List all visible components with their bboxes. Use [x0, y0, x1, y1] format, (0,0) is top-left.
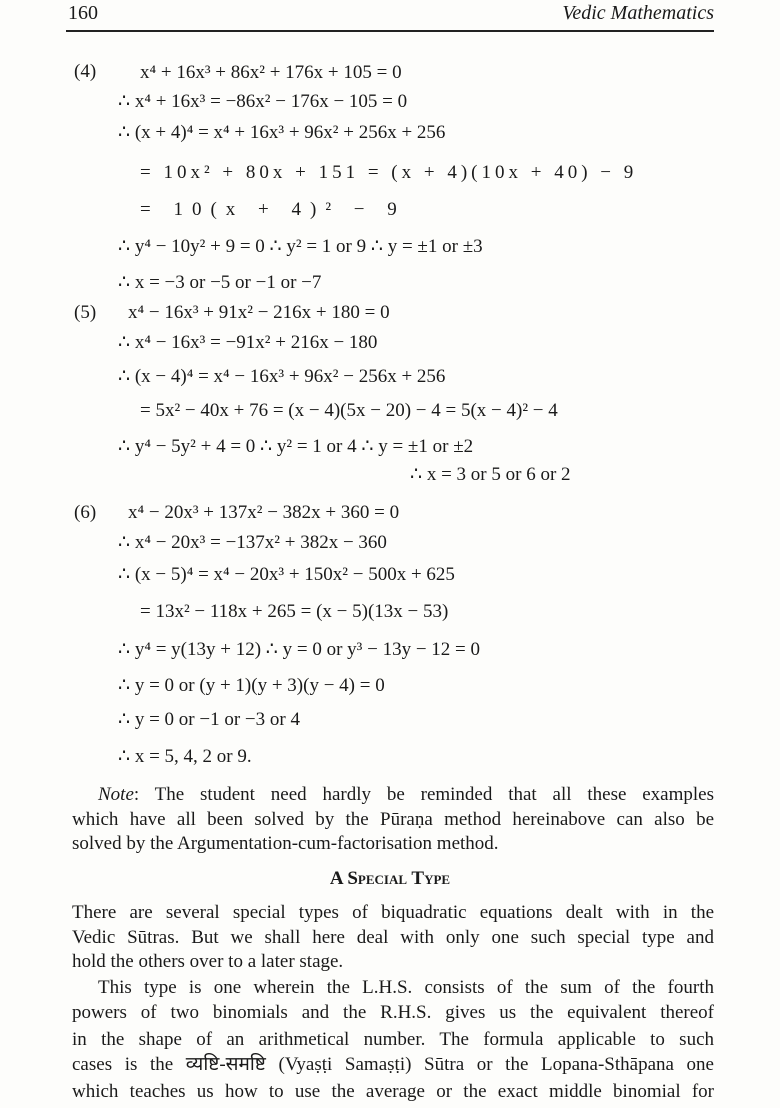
equation-line: ∴ y⁴ − 5y² + 4 = 0 ∴ y² = 1 or 4 ∴ y = ±1 or ±2 — [118, 436, 474, 457]
equation-line: ∴ x⁴ − 16x³ = −91x² + 216x − 180 — [118, 332, 378, 353]
example-label: (4) — [74, 61, 97, 82]
equation-line: ∴ (x + 4)⁴ = x⁴ + 16x³ + 96x² + 256x + 256 — [118, 122, 446, 143]
note-text: : The student need hardly be reminded that all these examples — [133, 784, 714, 805]
equation-line: ∴ y = 0 or (y + 1)(y + 3)(y − 4) = 0 — [118, 675, 385, 696]
equation-line: = 10(x + 4)² − 9 — [140, 199, 406, 220]
paragraph-line: in the shape of an arithmetical number. The formula applicable to such — [72, 1029, 714, 1050]
equation-line: ∴ y = 0 or −1 or −3 or 4 — [118, 709, 300, 730]
paragraph-line: powers of two binomials and the R.H.S. gives us the equivalent thereof — [72, 1002, 714, 1023]
paragraph-line: There are several special types of biquadratic equations dealt with in the — [72, 902, 714, 923]
equation-line: = 5x² − 40x + 76 = (x − 4)(5x − 20) − 4 = 5(x − 4)² − 4 — [140, 400, 558, 421]
paragraph-line: Vedic Sūtras. But we shall here deal with only one such special type and — [72, 927, 714, 948]
paragraph-line: hold the others over to a later stage. — [72, 951, 344, 972]
equation-line: ∴ x = 5, 4, 2 or 9. — [118, 746, 252, 767]
example-label: (5) — [74, 302, 97, 323]
equation-line: x⁴ − 20x³ + 137x² − 382x + 360 = 0 — [128, 502, 400, 523]
note-line: which have all been solved by the Pūraṇa method hereinabove can also be — [72, 809, 714, 830]
note-line: solved by the Argumentation-cum-factorisation method. — [72, 833, 499, 854]
paragraph-line: which teaches us how to use the average or the exact middle binomial for — [72, 1081, 714, 1102]
header-rule — [66, 30, 714, 32]
equation-line: = 13x² − 118x + 265 = (x − 5)(13x − 53) — [140, 601, 449, 622]
paragraph-line: cases is the व्यष्टि-समष्टि (Vyaṣṭi Samaṣṭi) Sūtra or the Lopana-Sthāpana one — [72, 1054, 714, 1075]
equation-line: ∴ x⁴ + 16x³ = −86x² − 176x − 105 = 0 — [118, 91, 408, 112]
note-line — [98, 783, 714, 808]
equation-line: ∴ y⁴ − 10y² + 9 = 0 ∴ y² = 1 or 9 ∴ y = ±1 or ±3 — [118, 236, 483, 257]
equation-line: ∴ y⁴ = y(13y + 12) ∴ y = 0 or y³ − 13y − 12 = 0 — [118, 639, 481, 660]
equation-line: = 10x² + 80x + 151 = (x + 4)(10x + 40) − 9 — [140, 162, 638, 183]
equation-line: ∴ x = −3 or −5 or −1 or −7 — [118, 272, 322, 293]
running-title: Vedic Mathematics — [562, 2, 714, 24]
equation-line: ∴ x = 3 or 5 or 6 or 2 — [410, 464, 571, 485]
section-heading: A Special Type — [329, 868, 451, 889]
example-label: (6) — [74, 502, 97, 523]
note-label: Note — [98, 784, 134, 805]
paragraph-line: This type is one wherein the L.H.S. consists of the sum of the fourth — [98, 977, 714, 998]
equation-line: ∴ (x − 4)⁴ = x⁴ − 16x³ + 96x² − 256x + 256 — [118, 366, 446, 387]
equation-line: ∴ x⁴ − 20x³ = −137x² + 382x − 360 — [118, 532, 387, 553]
equation-line: x⁴ − 16x³ + 91x² − 216x + 180 = 0 — [128, 302, 390, 323]
equation-line: x⁴ + 16x³ + 86x² + 176x + 105 = 0 — [140, 62, 402, 83]
page-number: 160 — [68, 2, 98, 24]
equation-line: ∴ (x − 5)⁴ = x⁴ − 20x³ + 150x² − 500x + 625 — [118, 564, 455, 585]
